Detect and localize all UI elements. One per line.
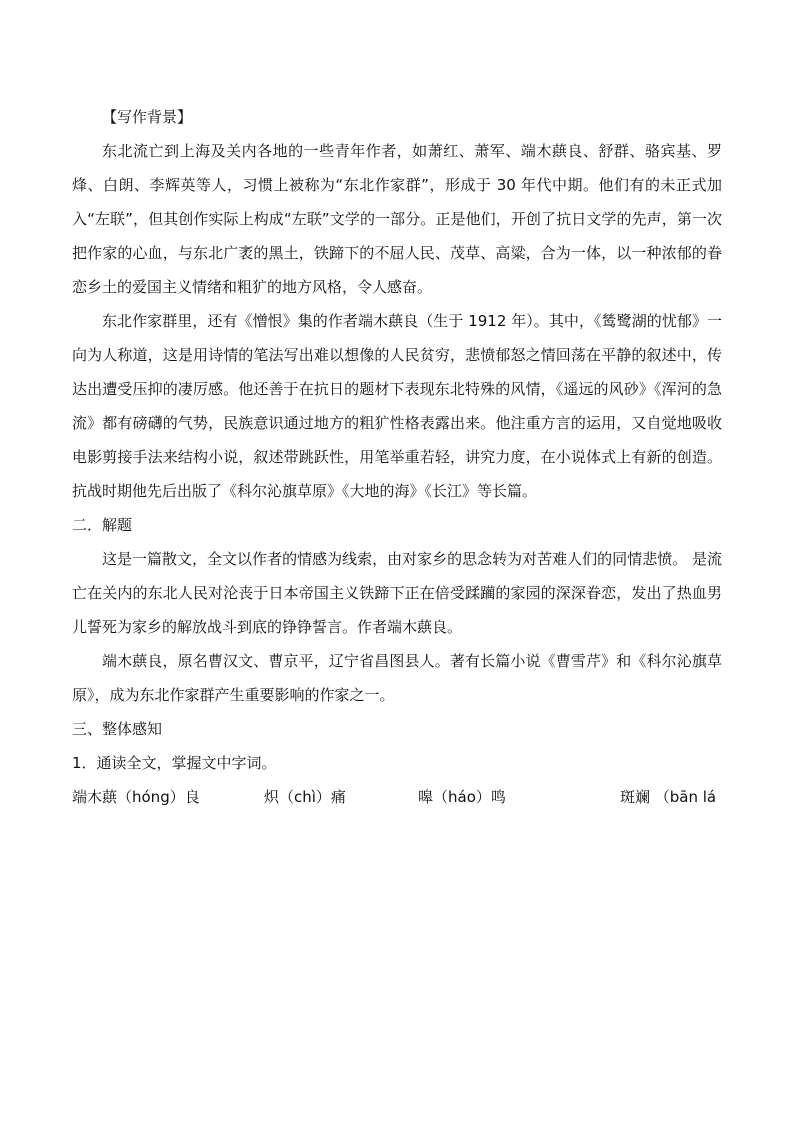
pinyin-vocabulary-row — [72, 780, 722, 814]
pinyin-item: 端木蕻（hóng）良 — [72, 788, 200, 806]
overall-task-1: 1．通读全文，掌握文中字词。 — [72, 754, 277, 772]
background-paragraph-2: 东北作家群里，还有《憎恨》集的作者端木蕻良（生于 1912 年）。其中，《鸶鹭湖的忧郁》一向为人称道，这是用诗情的笔法写出难以想像的人民贫穷，悲愤郁怒之情回荡在平静的叙述中，传达出遭受压抑的凄厉感。他还善于在抗日的题材下表现东北特殊的风情，《遥远的风砂》《浑河的急流》都有磅礴的气势，民族意识通过地方的粗犷性格表露出来。他注重方言的运用，又自觉地吸收电影剪接手法来结构小说，叙述带跳跃性，用笔举重若轻，讲究力度，在小说体式上有新的创造。抗战时期他先后出版了《科尔沁旗草原》《大地的海》《长江》等长篇。 — [72, 312, 722, 500]
section-heading-overall: 三、整体感知 — [72, 720, 163, 738]
pinyin-item: 嗥（háo）鸣 — [418, 788, 506, 806]
document-body — [72, 100, 722, 814]
section-heading-explanation: 二．解题 — [72, 516, 133, 534]
background-paragraph-1: 东北流亡到上海及关内各地的一些青年作者，如萧红、萧军、端木蕻良、舒群、骆宾基、罗烽、白朗、李辉英等人，习惯上被称为“东北作家群”，形成于 30 年代中期。他们有的未正式加入“左联”，但其创作实际上构成“左联”文学的一部分。正是他们，开创了抗日文学的先声，第一次把作家的心血，与东北广袤的黑土，铁蹄下的不屈人民、茂草、高粱，合为一体，以一种浓郁的眷恋乡土的爱国主义情绪和粗犷的地方风格，令人感奋。 — [72, 142, 722, 296]
explanation-paragraph-1: 这是一篇散文，全文以作者的情感为线索，由对家乡的思念转为对苦难人们的同情悲愤。 是流亡在关内的东北人民对沦丧于日本帝国主义铁蹄下正在倍受蹂躏的家园的深深眷恋，发出了热血男儿誓死为家乡的解放战斗到底的铮铮誓言。作者端木蕻良。 — [72, 550, 722, 636]
explanation-paragraph-2: 端木蕻良，原名曹汉文、曹京平，辽宁省昌图县人。著有长篇小说《曹雪芹》和《科尔沁旗草原》，成为东北作家群产生重要影响的作家之一。 — [72, 652, 722, 704]
pinyin-item: 炽（chì）痛 — [264, 788, 346, 806]
section-heading-background: 【写作背景】 — [102, 108, 193, 126]
pinyin-item: 斑斓 （bān lá — [620, 788, 717, 806]
